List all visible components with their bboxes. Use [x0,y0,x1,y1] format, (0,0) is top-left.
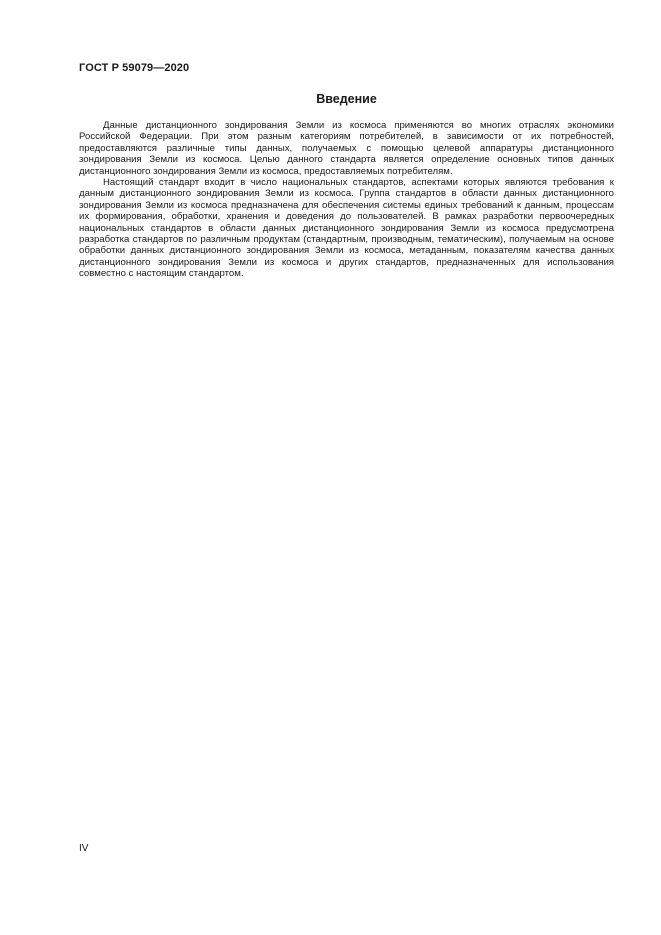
document-code: ГОСТ Р 59079—2020 [79,62,190,74]
paragraph-2: Настоящий стандарт входит в число национальных стандартов, аспектами которых являются требования к данным дистанционного зондирования Земли из космоса. Группа стандартов в области данных дистанционного зондирования Земли из космоса предназначена для обеспечения системы единых требований к данным, процессам их формирования, обработки, хранения и доведения до пользователей. В рамках разработки первоочередных национальных стандартов в области данных дистанционного зондирования Земли из космоса предусмотрена разработка стандартов по различным продуктам (стандартным, производным, тематическим), получаемым на основе обработки данных дистанционного зондирования Земли из космоса, метаданным, показателям качества данных дистанционного зондирования Земли из космоса и других стандартов, предназначенных для использования совместно с настоящим стандартом. [79,177,614,280]
body-text [79,120,614,280]
paragraph-1: Данные дистанционного зондирования Земли из космоса применяются во многих отраслях экономики Российской Федерации. При этом разным категориям потребителей, в зависимости от их потребностей, предоставляются различные типы данных, получаемых с помощью целевой аппаратуры дистанционного зондирования Земли из космоса. Целью данного стандарта является определение основных типов данных дистанционного зондирования Земли из космоса, предоставляемых потребителям. [79,120,614,177]
page-number: IV [79,843,89,854]
section-title: Введение [316,92,377,106]
